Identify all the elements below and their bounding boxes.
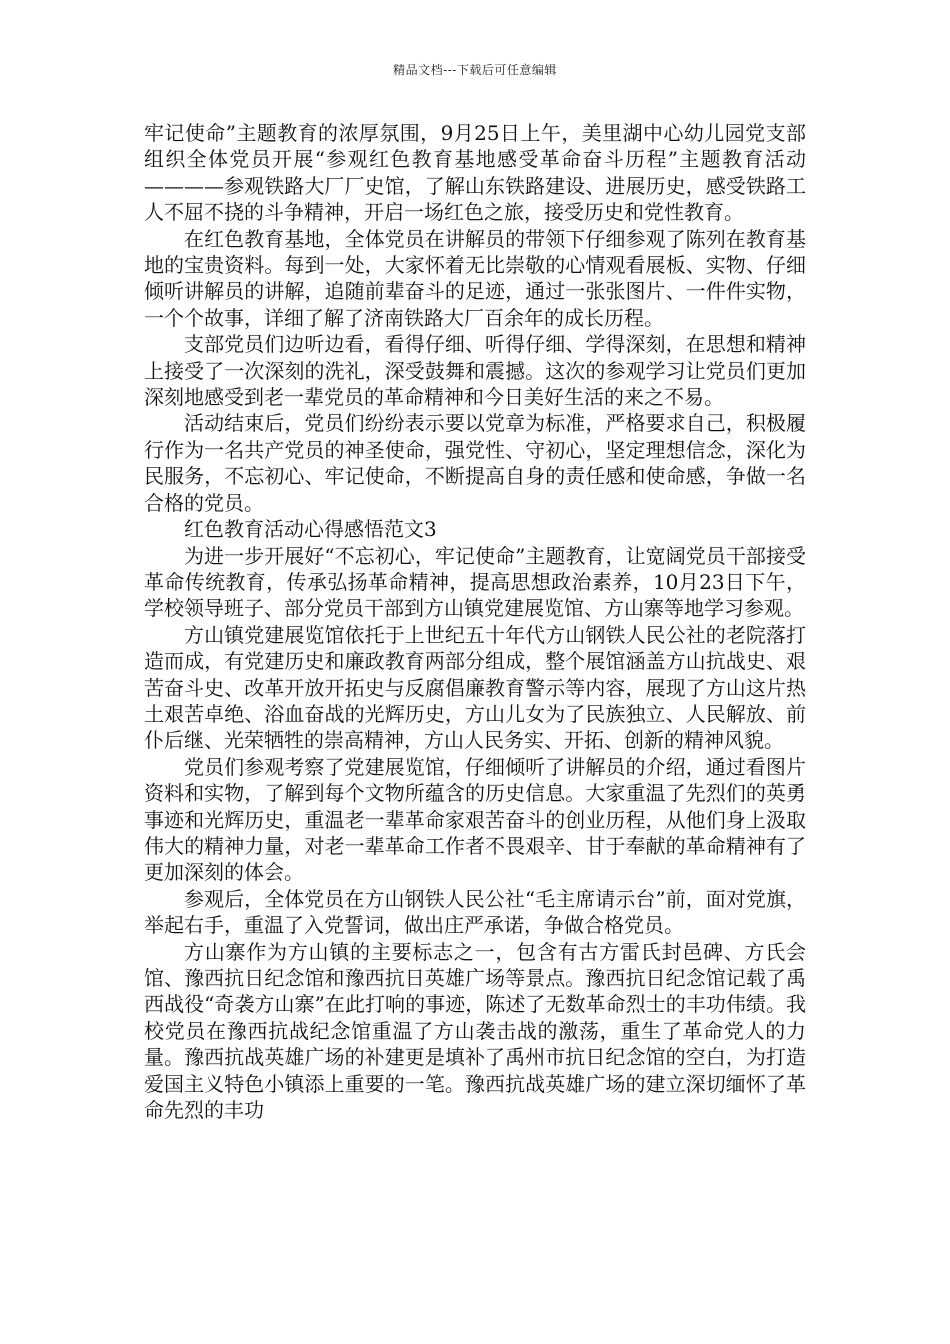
page-header: 精品文档---下载后可任意编辑 — [393, 63, 557, 77]
paragraph-4: 活动结束后，党员们纷纷表示要以党章为标准，严格要求自己，积极履行作为一名共产党员的神圣使命，强党性、守初心，坚定理想信念，深化为民服务，不忘初心、牢记使命，不断提高自身的责任感和使命感，争做一名合格的党员。 — [144, 411, 806, 515]
paragraph-2: 在红色教育基地，全体党员在讲解员的带领下仔细参观了陈列在教育基地的宝贵资料。每到一处，大家怀着无比崇敬的心情观看展板、实物、仔细倾听讲解员的讲解，追随前辈奋斗的足迹，通过一张张图片、一件件实物，一个个故事，详细了解了济南铁路大厂百余年的成长历程。 — [144, 226, 806, 330]
paragraph-7: 党员们参观考察了党建展览馆，仔细倾听了讲解员的介绍，通过看图片资料和实物，了解到每个文物所蕴含的历史信息。大家重温了先烈们的英勇事迹和光辉历史，重温老一辈革命家艰苦奋斗的创业历程，从他们身上汲取伟大的精神力量，对老一辈革命工作者不畏艰辛、甘于奉献的革命精神有了更加深刻的体会。 — [144, 754, 806, 885]
paragraph-1: 牢记使命”主题教育的浓厚氛围，9月25日上午，美里湖中心幼儿园党支部组织全体党员开展“参观红色教育基地感受革命奋斗历程”主题教育活动————参观铁路大厂厂史馆，了解山东铁路建设、进展历史，感受铁路工人不屈不挠的斗争精神，开启一场红色之旅，接受历史和党性教育。 — [144, 121, 806, 225]
paragraph-5: 为进一步开展好“不忘初心，牢记使命”主题教育，让宽阔党员干部接受革命传统教育，传承弘扬革命精神，提高思想政治素养，10月23日下午，学校领导班子、部分党员干部到方山镇党建展览馆、方山寨等地学习参观。 — [144, 543, 806, 621]
paragraph-6: 方山镇党建展览馆依托于上世纪五十年代方山钢铁人民公社的老院落打造而成，有党建历史和廉政教育两部分组成，整个展馆涵盖方山抗战史、艰苦奋斗史、改革开放开拓史与反腐倡廉教育警示等内容，展现了方山这片热土艰苦卓绝、浴血奋战的光辉历史，方山儿女为了民族独立、人民解放、前仆后继、光荣牺牲的崇高精神，方山人民务实、开拓、创新的精神风貌。 — [144, 622, 806, 753]
paragraph-8: 参观后，全体党员在方山钢铁人民公社“毛主席请示台”前，面对党旗，举起右手，重温了入党誓词，做出庄严承诺，争做合格党员。 — [144, 886, 806, 938]
paragraph-9: 方山寨作为方山镇的主要标志之一，包含有古方雷氏封邑碑、方氏会馆、豫西抗日纪念馆和豫西抗日英雄广场等景点。豫西抗日纪念馆记载了禹西战役“奇袭方山寨”在此打响的事迹，陈述了无数革命烈士的丰功伟绩。我校党员在豫西抗战纪念馆重温了方山袭击战的激荡，重生了革命党人的力量。豫西抗战英雄广场的补建更是填补了禹州市抗日纪念馆的空白，为打造爱国主义特色小镇添上重要的一笔。豫西抗战英雄广场的建立深切缅怀了革命先烈的丰功 — [144, 939, 806, 1123]
section-heading: 红色教育活动心得感悟范文3 — [184, 517, 437, 542]
paragraph-3: 支部党员们边听边看，看得仔细、听得仔细、学得深刻，在思想和精神上接受了一次深刻的洗礼，深受鼓舞和震撼。这次的参观学习让党员们更加深刻地感受到老一辈党员的革命精神和今日美好生活的来之不易。 — [144, 332, 806, 410]
document-body — [144, 120, 806, 1123]
